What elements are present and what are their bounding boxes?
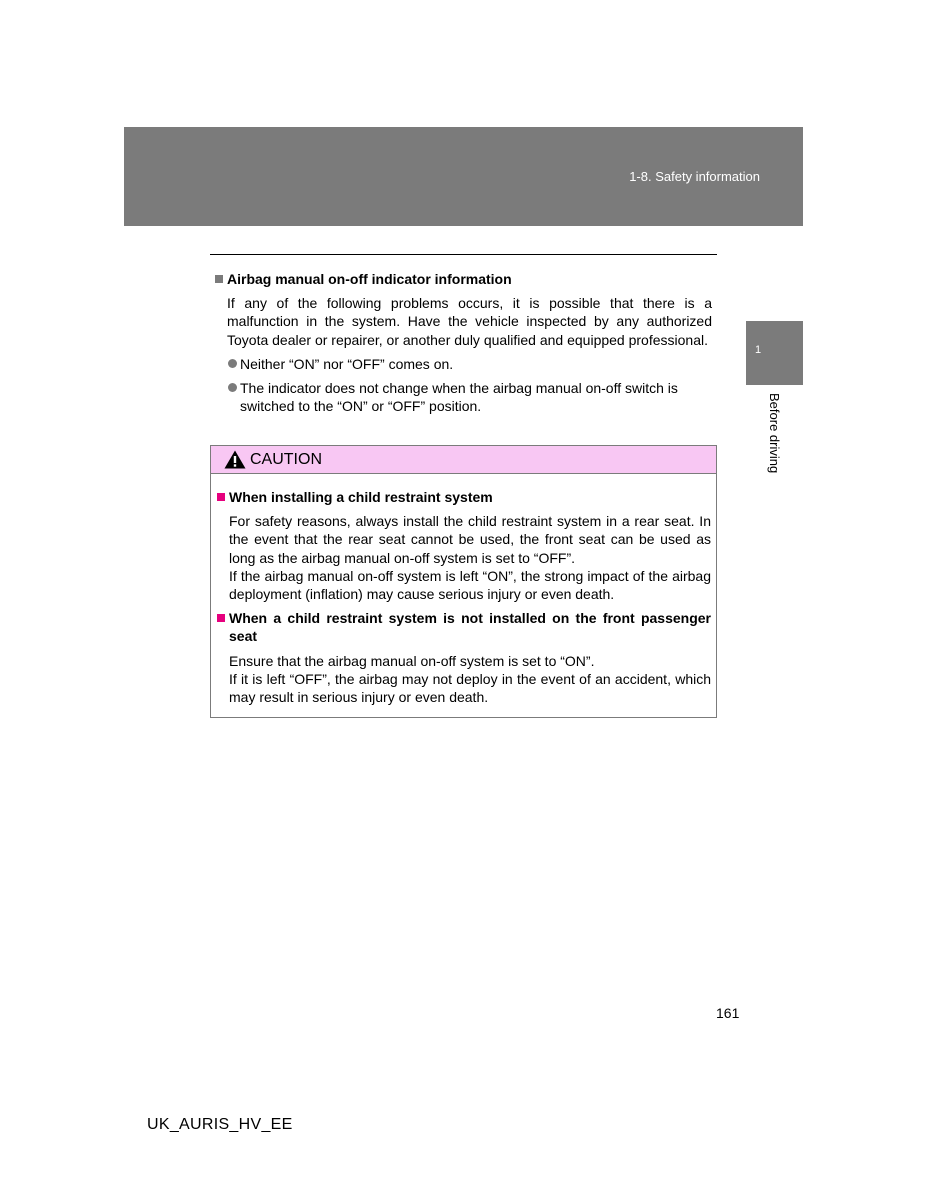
caution-paragraph-line: If the airbag manual on-off system is left “ON”, the strong impact of the airbag deployment (inflation) may cause serious injury or even death.: [229, 567, 711, 603]
caution-body: [211, 474, 716, 706]
caution-title: CAUTION: [250, 450, 322, 468]
caution-paragraph-line: For safety reasons, always install the child restraint system in a rear seat. In the event that the rear seat cannot be used, the front seat can be used as long as the airbag manual on-off system is set to “OFF”.: [229, 513, 711, 566]
indicator-info-section: [212, 270, 712, 415]
section-divider: [210, 254, 717, 255]
bullet-dot-icon: [228, 359, 237, 368]
list-item: [240, 379, 712, 415]
chapter-label: Before driving: [767, 393, 782, 474]
caution-paragraph: [229, 652, 711, 707]
warning-triangle-icon: [224, 450, 246, 469]
magenta-square-icon: [217, 493, 225, 501]
caution-section-heading-text: When a child restraint system is not installed on the front passenger seat: [229, 610, 711, 645]
caution-section-heading: [214, 488, 711, 506]
info-heading-text: Airbag manual on-off indicator information: [227, 271, 512, 287]
document-code: UK_AURIS_HV_EE: [147, 1116, 293, 1133]
magenta-square-icon: [217, 614, 225, 622]
caution-header: [211, 446, 716, 474]
header-band: [124, 127, 803, 226]
caution-box: [210, 445, 717, 718]
bullet-dot-icon: [228, 383, 237, 392]
chapter-number: 1: [755, 344, 762, 356]
chapter-tab: [746, 321, 803, 385]
list-item: [240, 355, 712, 373]
caution-section-heading: [214, 609, 711, 645]
caution-paragraph-line: Ensure that the airbag manual on-off system is set to “ON”.: [229, 652, 595, 669]
list-item-text: Neither “ON” nor “OFF” comes on.: [240, 355, 454, 372]
caution-section-heading-text: When installing a child restraint system: [229, 489, 493, 505]
caution-paragraph-line: If it is left “OFF”, the airbag may not deploy in the event of an accident, which may result in serious injury or even death.: [229, 670, 711, 706]
page-number: 161: [716, 1005, 740, 1021]
section-title: 1-8. Safety information: [629, 169, 760, 184]
list-item-text: The indicator does not change when the airbag manual on-off switch is switched to the “ON” or “OFF” position.: [240, 380, 678, 415]
gray-square-icon: [215, 275, 223, 283]
info-heading: [212, 270, 712, 288]
info-paragraph: If any of the following problems occurs, it is possible that there is a malfunction in the system. Have the vehicle inspected by any authorized Toyota dealer or repairer, or another duly qualified and equipped professional.: [227, 295, 712, 348]
caution-paragraph: [229, 512, 711, 603]
